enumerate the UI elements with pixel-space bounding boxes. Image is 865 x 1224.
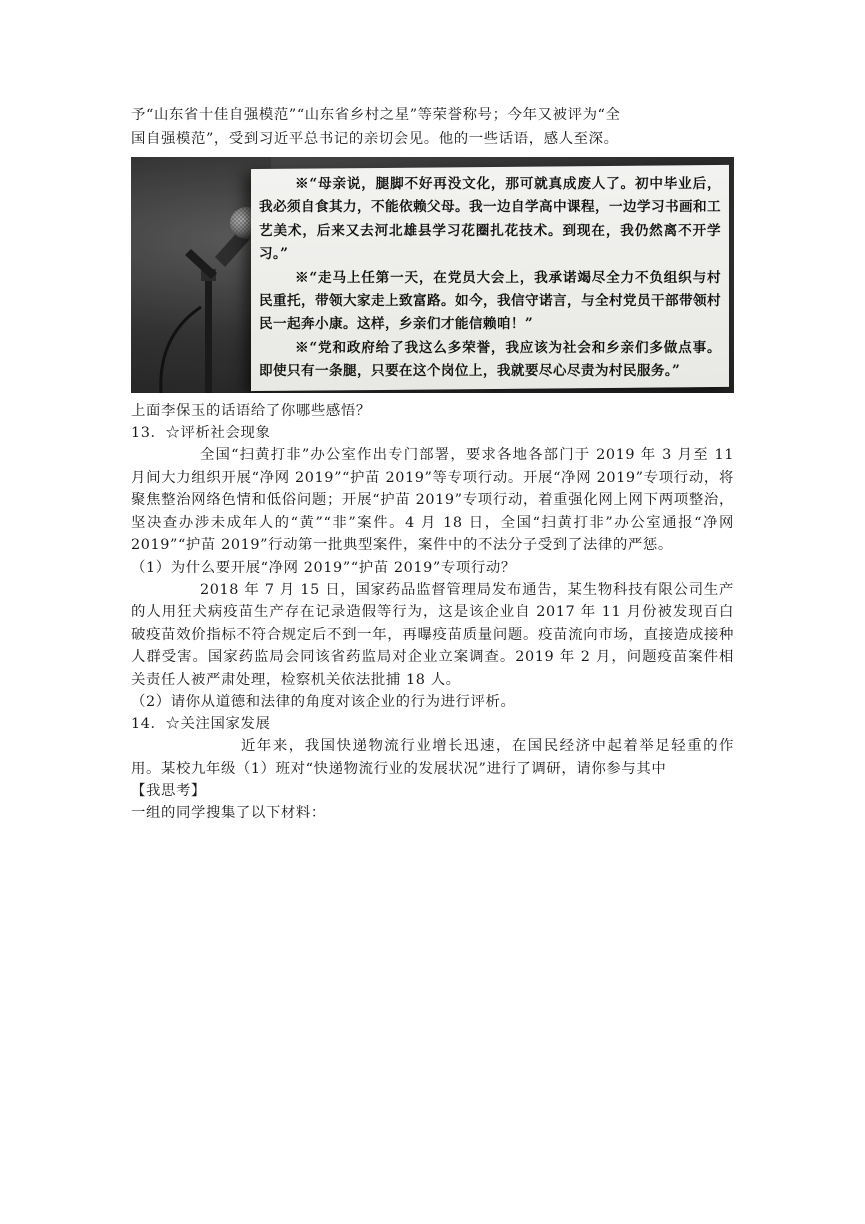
q13-subquestion-2: （2）请你从道德和法律的角度对该企业的行为进行评析。 bbox=[131, 694, 516, 710]
quote-text-block bbox=[259, 173, 721, 384]
quote-1: ※“母亲说，腿脚不好再没文化，那可就真成废人了。初中毕业后，我必须自食其力，不能依赖父母。我一边自学高中课程，一边学习书画和工艺美术，后来又去河北雄县学习花圈扎花技术。到现在，我仍然离不开学习。” bbox=[259, 176, 721, 263]
intro-line-1: 予“山东省十佳自强模范”“山东省乡村之星”等荣誉称号；今年又被评为“全 bbox=[131, 107, 621, 123]
q14-group1-text: 一组的同学搜集了以下材料： bbox=[131, 805, 326, 821]
q13-subquestion-1: （1）为什么要开展“净网 2019”“护苗 2019”专项行动？ bbox=[131, 559, 516, 576]
q14-think-heading: 【我思考】 bbox=[131, 783, 206, 799]
q13-title: 13．☆评析社会现象 bbox=[131, 425, 271, 441]
microphone-icon bbox=[131, 157, 271, 393]
q14-paragraph-1: 近年来，我国快递物流行业增长迅速，在国民经济中起着举足轻重的作用。某校九年级（1）班对“快递物流行业的发展状况”进行了调研，请你参与其中 bbox=[131, 738, 734, 777]
q14-title: 14．☆关注国家发展 bbox=[131, 716, 271, 732]
question-after-photo: 上面李保玉的话语给了你哪些感悟？ bbox=[131, 403, 371, 419]
q13-paragraph-1: 全国“扫黄打非”办公室作出专门部署，要求各地各部门于 2019 年 3 月至 11 月间大力组织开展“净网 2019”“护苗 2019”等专项行动。开展“净网 2019”专项行动，将聚焦整治网络色情和低俗问题；开展“护苗 2019”专项行动，着重强化网上网下两项整治，坚决查办涉未成年人的“黄”“非”案件。4 月 18 日，全国“扫黄打非”办公室通报“净网 2019”“护苗 2019”行动第一批典型案件，案件中的不法分子受到了法律的严惩。 bbox=[131, 447, 734, 553]
intro-line-2: 国自强模范”，受到习近平总书记的亲切会见。他的一些话语，感人至深。 bbox=[131, 131, 619, 147]
document-page bbox=[131, 0, 734, 824]
quote-2: ※“走马上任第一天，在党员大会上，我承诺竭尽全力不负组织与村民重托，带领大家走上致富路。如今，我信守诺言，与全村党员干部带领村民一起奔小康。这样，乡亲们才能信赖咱！” bbox=[259, 269, 721, 333]
quote-3: ※“党和政府给了我这么多荣誉，我应该为社会和乡亲们多做点事。即使只有一条腿，只要在这个岗位上，我就要尽心尽责为村民服务。” bbox=[259, 339, 721, 380]
quote-photo bbox=[131, 157, 734, 393]
q13-paragraph-2: 2018 年 7 月 15 日，国家药品监督管理局发布通告，某生物科技有限公司生产的人用狂犬病疫苗生产存在记录造假等行为，这是该企业自 2017 年 11 月份被发现百白破疫苗效价指标不符合规定后不到一年，再曝疫苗质量问题。疫苗流向市场，直接造成接种人群受害。国家药监局会同该省药监局对企业立案调查。2019 年 2 月，问题疫苗案件相关责任人被严肃处理，检察机关依法批捕 18 人。 bbox=[131, 581, 734, 688]
